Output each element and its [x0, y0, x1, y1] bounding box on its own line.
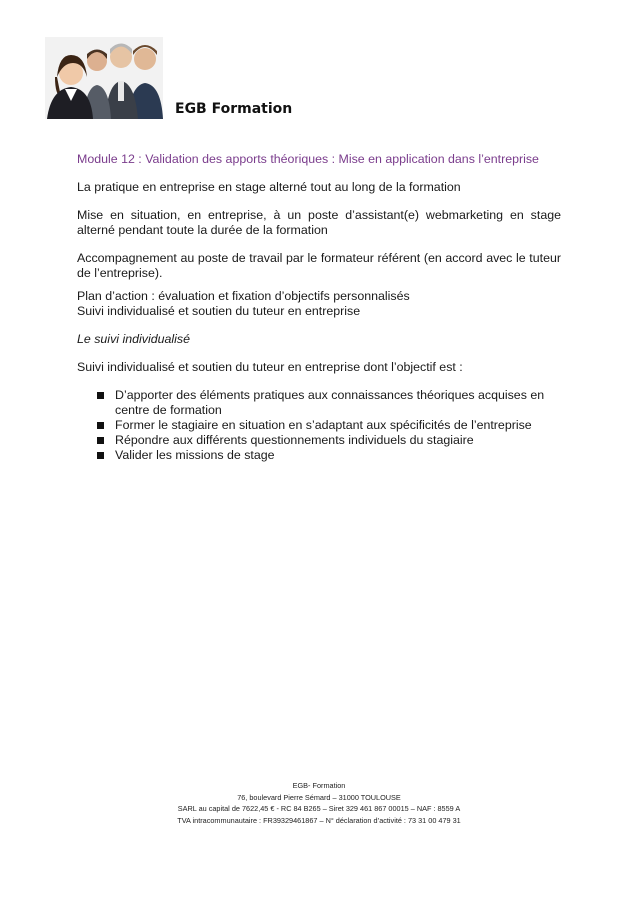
list-item: D’apporter des éléments pratiques aux connaissances théoriques acquises en centre de formation [97, 388, 561, 418]
team-photo [45, 37, 163, 119]
square-bullet-icon [97, 452, 104, 459]
list-item: Valider les missions de stage [97, 448, 561, 463]
action-plan [77, 289, 561, 319]
paragraph-accompaniment: Accompagnement au poste de travail par le formateur référent (en accord avec le tuteur de l’entreprise). [77, 251, 561, 280]
list-item: Répondre aux différents questionnements individuels du stagiaire [97, 433, 561, 448]
footer-company: EGB- Formation [292, 781, 346, 790]
footer-registration: SARL au capital de 7622,45 € - RC 84 B265 – Siret 329 461 867 00015 – NAF : 8559 A [177, 804, 461, 813]
action-plan-line1: Plan d’action : évaluation et fixation d’objectifs personnalisés [77, 289, 410, 303]
subheading: Le suivi individualisé [77, 332, 190, 346]
paragraph-situation: Mise en situation, en entreprise, à un poste d’assistant(e) webmarketing en stage alterné pendant toute la durée de la formation [77, 208, 561, 237]
module-title: Module 12 : Validation des apports théoriques : Mise en application dans l’entreprise [77, 152, 539, 166]
brand-name: EGB Formation [175, 101, 293, 117]
list-item: Former le stagiaire en situation en s’adaptant aux spécificités de l’entreprise [97, 418, 561, 433]
footer-vat: TVA intracommunautaire : FR39329461867 – N° déclaration d’activité : 73 31 00 479 31 [177, 815, 461, 825]
paragraph-followup: Suivi individualisé et soutien du tuteur en entreprise dont l’objectif est : [77, 360, 463, 374]
page-footer [0, 780, 638, 826]
objectives-list [97, 388, 561, 463]
square-bullet-icon [97, 392, 104, 399]
paragraph-practice: La pratique en entreprise en stage alterné tout au long de la formation [77, 180, 461, 194]
footer-address: 76, boulevard Pierre Sémard – 31000 TOULOUSE [237, 792, 401, 802]
document-body [77, 152, 561, 463]
square-bullet-icon [97, 422, 104, 429]
action-plan-line2: Suivi individualisé et soutien du tuteur en entreprise [77, 304, 361, 318]
square-bullet-icon [97, 437, 104, 444]
